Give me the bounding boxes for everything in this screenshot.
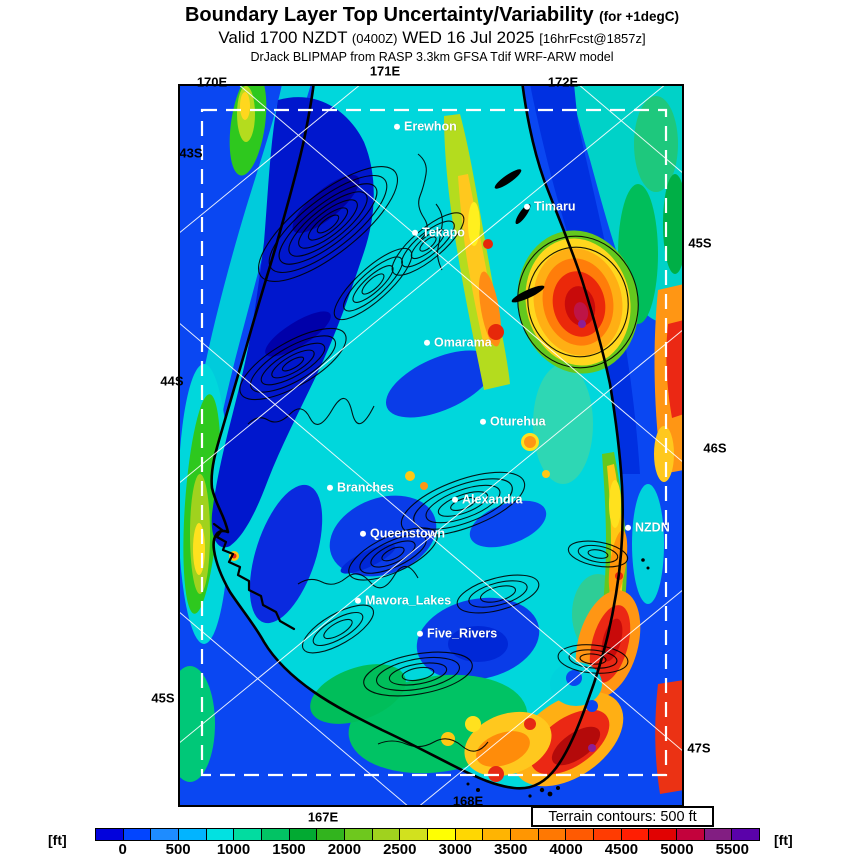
- colorbar-tick-2000: 2000: [327, 841, 362, 858]
- colorbar-segment-3250: [456, 829, 484, 840]
- colorbar-segment-750: [179, 829, 207, 840]
- graticule-label-45s: 45S: [688, 235, 712, 251]
- graticule-label-170e: 170E: [196, 74, 228, 90]
- colorbar-segment-3500: [483, 829, 511, 840]
- city-name: Timaru: [534, 199, 576, 214]
- colorbar-segment-5250: [677, 829, 705, 840]
- colorbar-segment-2250: [345, 829, 373, 840]
- colorbar-segment-500: [151, 829, 179, 840]
- graticule-label-47s: 47S: [687, 740, 711, 756]
- graticule-label-44s: 44S: [160, 373, 184, 389]
- city-name: Erewhon: [404, 119, 457, 134]
- colorbar-segment-0: [96, 829, 124, 840]
- colorbar-unit-right: [ft]: [774, 832, 793, 848]
- colorbar-segment-2000: [317, 829, 345, 840]
- title-block: [0, 4, 850, 64]
- city-name: NZDN: [635, 520, 670, 535]
- colorbar-tick-4000: 4000: [549, 841, 583, 858]
- colorbar-segment-5750: [732, 829, 759, 840]
- colorbar-segment-1750: [290, 829, 318, 840]
- colorbar: [95, 828, 760, 841]
- colorbar-tick-3500: 3500: [493, 841, 528, 858]
- model-line: DrJack BLIPMAP from RASP 3.3km GFSA Tdif WRF-ARW model: [250, 50, 614, 64]
- colorbar-tick-5500: 5500: [715, 841, 749, 858]
- city-name: Mavora_Lakes: [365, 593, 452, 608]
- colorbar-segment-4500: [594, 829, 622, 840]
- main-title: [14, 4, 850, 27]
- city-name: Oturehua: [490, 414, 546, 429]
- colorbar-segment-4750: [622, 829, 650, 840]
- colorbar-segment-2500: [373, 829, 401, 840]
- graticule-label-168e: 168E: [452, 793, 484, 809]
- colorbar-tick-1500: 1500: [272, 841, 306, 858]
- colorbar-segment-5000: [649, 829, 677, 840]
- graticule-label-43s: 43S: [179, 145, 203, 161]
- graticule-label-167e: 167E: [307, 809, 339, 825]
- blipmap-plot: [178, 84, 684, 807]
- valid-zulu: (0400Z): [351, 31, 398, 46]
- city-name: Omarama: [434, 335, 492, 350]
- colorbar-segment-1500: [262, 829, 290, 840]
- colorbar-segment-1250: [234, 829, 262, 840]
- terrain-note-box: [531, 806, 714, 827]
- colorbar-tick-2500: 2500: [383, 841, 417, 858]
- graticule-label-46s: 46S: [703, 440, 727, 456]
- colorbar-unit-left: [ft]: [48, 832, 67, 848]
- colorbar-tick-5000: 5000: [660, 841, 694, 858]
- colorbar-segment-1000: [207, 829, 235, 840]
- colorbar-segment-3750: [511, 829, 539, 840]
- terrain-note-text: Terrain contours: 500 ft: [548, 808, 697, 825]
- colorbar-tick-4500: 4500: [604, 841, 639, 858]
- valid-line: [14, 28, 850, 48]
- main-title-suffix: (for +1degC): [599, 9, 680, 24]
- colorbar-segment-2750: [400, 829, 428, 840]
- colorbar-tick-0: 0: [118, 841, 127, 858]
- graticule-label-172e: 172E: [547, 74, 579, 90]
- valid-date: WED 16 Jul 2025: [402, 28, 535, 47]
- colorbar-segment-4250: [566, 829, 594, 840]
- main-title-text: Boundary Layer Top Uncertainty/Variability: [184, 4, 594, 26]
- city-name: Five_Rivers: [427, 626, 498, 641]
- valid-time: Valid 1700 NZDT: [218, 28, 348, 47]
- city-name: Branches: [337, 480, 394, 495]
- colorbar-segment-250: [124, 829, 152, 840]
- city-name: Alexandra: [462, 492, 523, 507]
- city-name: Queenstown: [370, 526, 446, 541]
- colorbar-tick-500: 500: [165, 841, 191, 858]
- forecast-tag: [16hrFcst@1857z]: [539, 31, 646, 46]
- graticule-label-171e: 171E: [369, 63, 401, 79]
- colorbar-segment-5500: [705, 829, 733, 840]
- colorbar-tick-1000: 1000: [216, 841, 251, 858]
- colorbar-segment-3000: [428, 829, 456, 840]
- colorbar-tick-3000: 3000: [438, 841, 472, 858]
- city-name: Tekapo: [422, 225, 465, 240]
- colorbar-segment-4000: [539, 829, 567, 840]
- graticule-label-45s: 45S: [151, 690, 175, 706]
